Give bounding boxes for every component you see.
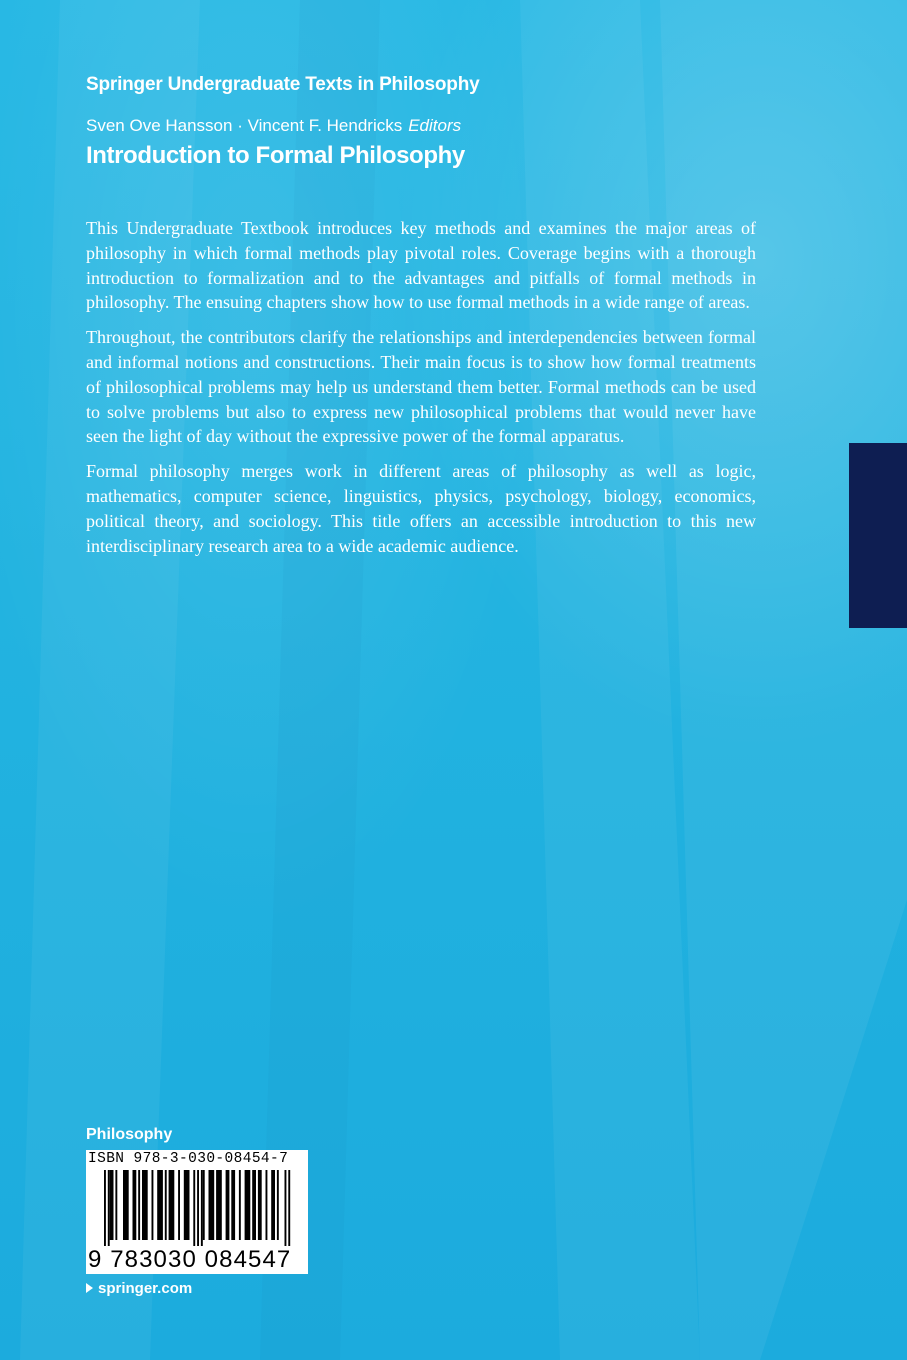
barcode-bar bbox=[209, 1170, 215, 1240]
barcode-bar bbox=[142, 1170, 148, 1240]
barcode-bar bbox=[288, 1170, 290, 1246]
barcode-bar bbox=[258, 1170, 262, 1240]
editors-role: Editors bbox=[408, 116, 462, 135]
barcode-bar bbox=[184, 1170, 190, 1240]
barcode-bar bbox=[115, 1170, 117, 1240]
spine-color-tab bbox=[849, 443, 907, 628]
barcode-bar bbox=[231, 1170, 235, 1240]
isbn-text: ISBN 978-3-030-08454-7 bbox=[88, 1151, 289, 1167]
barcode-bar bbox=[266, 1170, 268, 1240]
website-text: springer.com bbox=[98, 1280, 193, 1297]
series-title: Springer Undergraduate Texts in Philosophy bbox=[86, 74, 480, 95]
barcode-bar bbox=[285, 1170, 287, 1246]
barcode-bar bbox=[197, 1170, 199, 1246]
description bbox=[86, 216, 756, 568]
book-title: Introduction to Formal Philosophy bbox=[86, 142, 465, 169]
barcode-bar bbox=[138, 1170, 140, 1240]
barcode-bars bbox=[104, 1170, 294, 1246]
barcode-bar bbox=[239, 1170, 241, 1240]
subject-label: Philosophy bbox=[86, 1126, 173, 1143]
barcode-bar bbox=[152, 1170, 154, 1240]
barcode-bar bbox=[203, 1170, 205, 1240]
barcode-bar bbox=[252, 1170, 256, 1240]
barcode-bar bbox=[165, 1170, 167, 1240]
barcode-bar bbox=[216, 1170, 222, 1240]
barcode-bar bbox=[178, 1170, 180, 1240]
barcode-bar bbox=[157, 1170, 163, 1240]
arrow-right-icon bbox=[86, 1283, 93, 1293]
description-paragraph: Formal philosophy merges work in different areas of philosophy as well as logic, mathematics, computer science, linguistics, physics, psychology, biology, economics, political theory, and sociology. This title offers an accessible introduction to this new interdisciplinary research area to a wide academic audience. bbox=[86, 461, 756, 556]
barcode-bar bbox=[271, 1170, 275, 1240]
barcode-bar bbox=[110, 1170, 114, 1240]
description-paragraph: This Undergraduate Textbook introduces key methods and examines the major areas of philosophy in which formal methods play pivotal roles. Coverage begins with a thorough introduction to formalization and to the advantages and pitfalls of formal methods in philosophy. The ensuing chapters show how to use formal methods in a wide range of areas. bbox=[86, 218, 756, 313]
publisher-website[interactable] bbox=[86, 1280, 192, 1297]
barcode-bar bbox=[245, 1170, 251, 1240]
barcode-bar bbox=[104, 1170, 106, 1246]
editor-names: Sven Ove Hansson · Vincent F. Hendricks bbox=[86, 116, 403, 135]
description-paragraph: Throughout, the contributors clarify the relationships and interdependencies between formal and informal notions and constructions. Their main focus is to show how formal treatments of philosophical problems may help us understand them better. Formal methods can be used to solve problems but also to express new philosophical problems that would never have seen the light of day without the expressive power of the formal apparatus. bbox=[86, 327, 756, 447]
barcode-bar bbox=[226, 1170, 230, 1240]
barcode-bar bbox=[108, 1170, 110, 1246]
barcode-bar bbox=[201, 1170, 203, 1246]
editors-line bbox=[86, 116, 461, 136]
barcode bbox=[86, 1150, 308, 1274]
barcode-bar bbox=[277, 1170, 279, 1240]
barcode-bar bbox=[169, 1170, 175, 1240]
barcode-bar bbox=[133, 1170, 137, 1240]
barcode-digits: 9 783030 084547 bbox=[88, 1246, 292, 1273]
barcode-bar bbox=[123, 1170, 129, 1240]
barcode-bar bbox=[193, 1170, 195, 1246]
